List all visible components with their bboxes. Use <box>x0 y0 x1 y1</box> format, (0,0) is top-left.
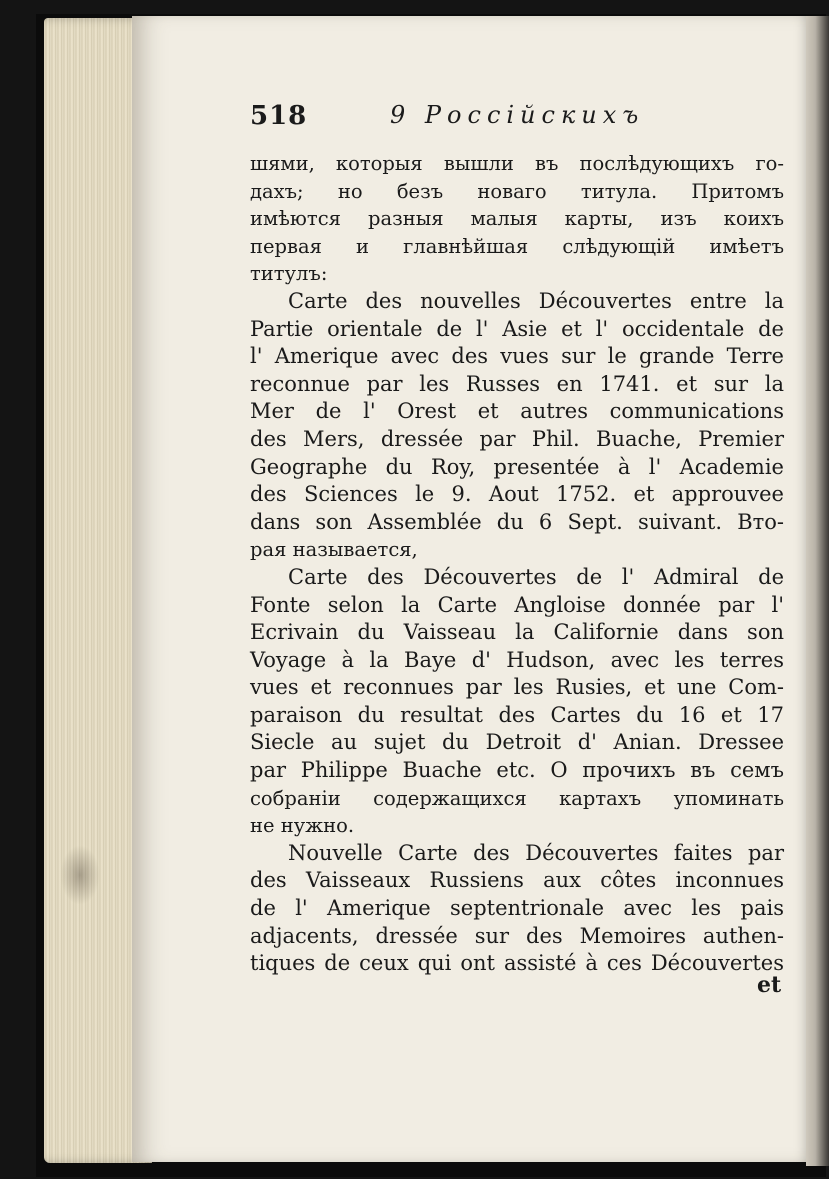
text-line: титулъ: <box>250 262 328 286</box>
text-line: первая и главнѣйшая слѣдующій имѣетъ <box>250 234 784 258</box>
text-line: дахъ; но безъ новаго титула. Притомъ <box>250 179 784 203</box>
running-head: 9 Россійскихъ <box>390 101 645 129</box>
right-page-edge <box>806 16 829 1166</box>
text-line: tiques de ceux qui ont assisté à ces Découvertes <box>250 951 784 976</box>
text-line: Fonte selon la Carte Angloise donnée par l' <box>250 592 784 617</box>
text-line: Nouvelle Carte des Découvertes faites par <box>288 840 784 865</box>
text-line: reconnue par les Russes en 1741. et sur la <box>250 371 784 396</box>
text-line: шями, которыя вышли въ послѣдующихъ го- <box>250 152 784 175</box>
text-line: Voyage à la Baye d' Hudson, avec les terres <box>250 647 784 672</box>
page-number: 518 <box>250 101 308 131</box>
text-line: dans son Assemblée du 6 Sept. suivant. Вто- <box>250 509 784 534</box>
text-line: adjacents, dressée sur des Memoires authen- <box>250 923 784 948</box>
catchword: et <box>757 972 782 998</box>
text-line: l' Amerique avec des vues sur le grande Terre <box>250 344 784 369</box>
text-line: Ecrivain du Vaisseau la Californie dans son <box>250 620 784 645</box>
text-line: не нужно. <box>250 814 355 838</box>
text-line: Geographe du Roy, presentée à l' Academie <box>250 454 784 479</box>
text-line: рая называется, <box>250 538 418 562</box>
text-line: имѣются разныя малыя карты, изъ коихъ <box>250 207 784 231</box>
text-line: par Philippe Buache etc. О прочихъ въ семъ <box>250 758 784 783</box>
text-line: Mer de l' Orest et autres communications <box>250 399 784 424</box>
text-line: paraison du resultat des Cartes du 16 et 17 <box>250 702 784 727</box>
text-line: des Sciences le 9. Aout 1752. et approuvee <box>250 482 784 507</box>
text-line: собраніи содержащихся картахъ упоминать <box>250 786 784 810</box>
text-line: Carte des Découvertes de l' Admiral de <box>288 564 784 589</box>
text-line: des Mers, dressée par Phil. Buache, Premier <box>250 426 784 451</box>
text-line: vues et reconnues par les Rusies, et une Com- <box>250 675 784 700</box>
text-line: des Vaisseaux Russiens aux côtes inconnues <box>250 868 784 893</box>
page-header <box>250 101 670 137</box>
text-line: Partie orientale de l' Asie et l' occidentale de <box>250 316 784 341</box>
text-line: de l' Amerique septentrionale avec les pais <box>250 896 784 921</box>
text-line: Siecle au sujet du Detroit d' Anian. Dressee <box>250 730 784 755</box>
text-line: Carte des nouvelles Découvertes entre la <box>288 288 784 313</box>
body-text <box>250 150 784 978</box>
margin-stain <box>60 845 100 905</box>
